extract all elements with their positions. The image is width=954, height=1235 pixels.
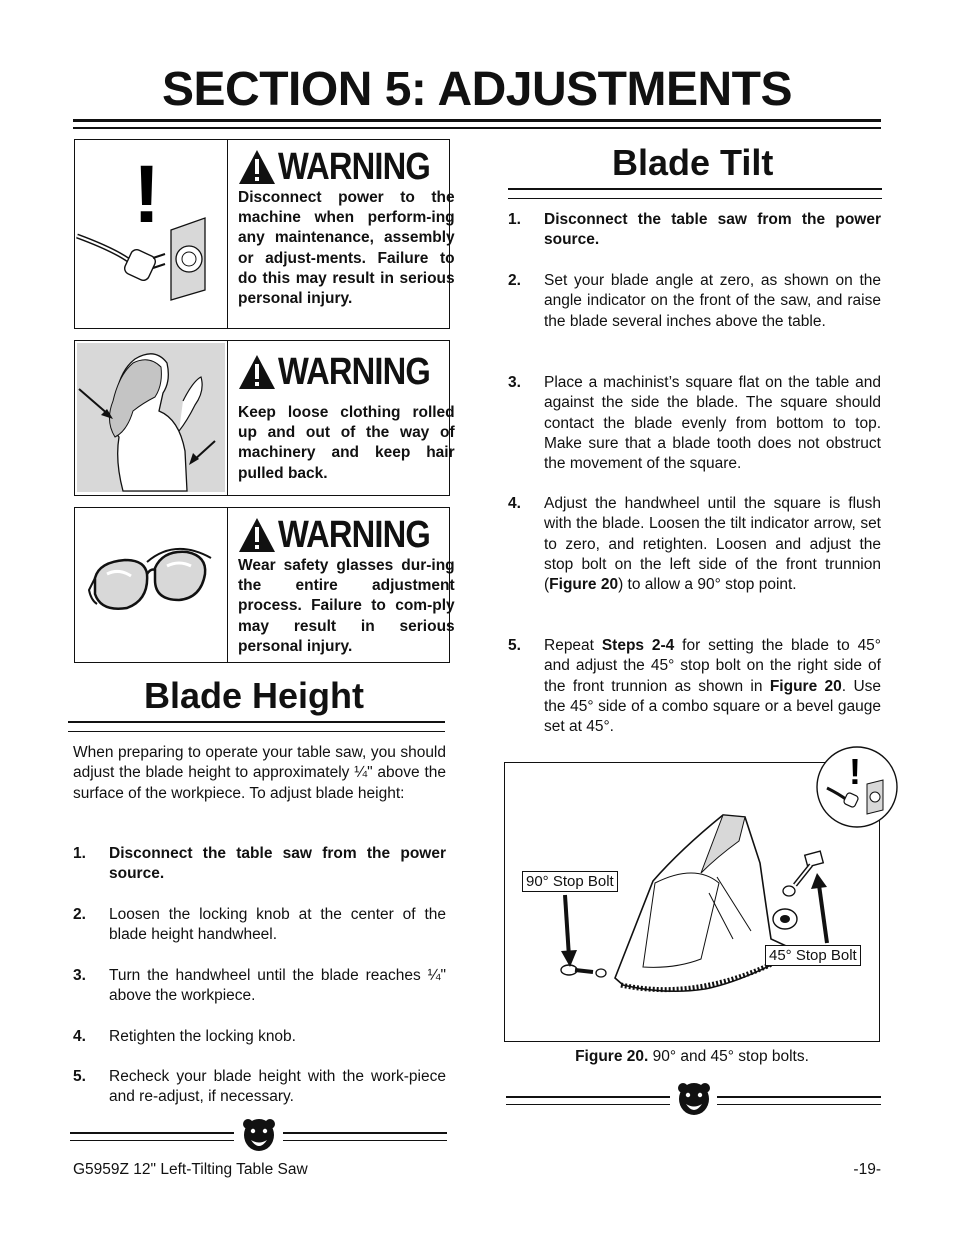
warning-text: Disconnect power to the machine when perform-ing any maintenance, assembly or adjust-ments. Failure to do this may result in serious personal injury. — [238, 189, 455, 308]
step-number: 4. — [73, 1028, 86, 1045]
blade-height-intro: When preparing to operate your table saw, you should adjust the blade height to approximately ¼" above the surface of the workpiece. To adjust blade height: — [73, 744, 446, 802]
list-item — [73, 966, 446, 1007]
title-rule-top — [73, 119, 881, 122]
list-item — [508, 210, 881, 251]
left-divider-rule — [283, 1132, 447, 1134]
step-text: Loosen the locking knob at the center of the blade height handwheel. — [109, 906, 446, 944]
figure-reference: Figure 20 — [549, 576, 619, 594]
blade-tilt-heading: Blade Tilt — [612, 142, 774, 183]
warning-label: WARNING — [278, 514, 430, 556]
footer-page-number: -19- — [853, 1161, 881, 1178]
step-text — [544, 494, 881, 595]
caption-text: 90° and 45° stop bolts. — [648, 1048, 809, 1065]
bear-logo-icon — [676, 1082, 712, 1118]
warning-triangle-icon — [238, 517, 276, 553]
figure-reference: Figure 20 — [769, 677, 842, 695]
step-number: 3. — [508, 374, 521, 391]
step-text: Disconnect the table saw from the power source. — [109, 845, 446, 883]
svg-text:!: ! — [849, 751, 861, 792]
right-divider-rule — [506, 1096, 670, 1098]
left-divider-rule — [70, 1140, 234, 1141]
left-divider-rule — [70, 1132, 234, 1134]
list-item — [73, 1027, 446, 1047]
step-text: Place a machinist’s square flat on the table and against the side the blade. The square should contact the blade evenly from bottom to top. Make sure that a blade tooth does not obstruct the movement of the square. — [544, 374, 881, 473]
step-text — [544, 636, 881, 737]
svg-text:!: ! — [133, 149, 161, 240]
caption-label: Figure 20. — [575, 1048, 649, 1065]
step-text-part: Adjust the handwheel until the square is flush with the blade. Loosen the tilt indicator arrow, set to zero, and retighten. Loosen and adjust the stop bolt on the left side of the front trunnion ( — [544, 495, 881, 594]
footer-model: G5959Z 12" Left-Tilting Table Saw — [73, 1161, 308, 1178]
step-text: Disconnect the table saw from the power source. — [544, 211, 881, 249]
step-number: 4. — [508, 495, 521, 512]
warning-text: Wear safety glasses dur-ing the entire adjustment process. Failure to com-ply may result in serious personal injury. — [238, 557, 455, 655]
step-text: Set your blade angle at zero, as shown on the angle indicator on the front of the saw, and raise the blade several inches above the table. — [544, 272, 881, 330]
right-divider-rule — [717, 1096, 881, 1098]
blade-height-heading: Blade Height — [144, 675, 365, 716]
warning-label: WARNING — [278, 351, 430, 393]
list-item — [73, 905, 446, 946]
blade-height-rule-top — [68, 721, 445, 723]
blade-height-rule-bottom — [68, 731, 445, 732]
step-number: 2. — [508, 272, 521, 289]
safety-glasses-illustration — [75, 508, 228, 662]
callout-45-stop-bolt: 45° Stop Bolt — [765, 945, 861, 966]
steps-reference: Steps 2-4 — [601, 637, 675, 654]
list-item — [508, 636, 881, 737]
step-text: Turn the handwheel until the blade reaches ¼" above the workpiece. — [109, 967, 446, 1005]
bear-logo-icon — [241, 1118, 277, 1154]
step-number: 5. — [73, 1068, 86, 1085]
step-text-part: . Use the 45° side of a combo square or a bevel gauge set at 45°. — [544, 677, 882, 736]
left-divider-rule — [283, 1140, 447, 1141]
step-text: Retighten the locking knob. — [109, 1028, 296, 1045]
right-divider-rule — [717, 1104, 881, 1105]
section-title: SECTION 5: ADJUSTMENTS — [162, 63, 792, 116]
list-item — [508, 271, 881, 332]
step-number: 1. — [508, 211, 521, 228]
step-text-part: ) to allow a 90° stop point. — [618, 576, 797, 594]
step-number: 2. — [73, 906, 86, 923]
list-item — [73, 1067, 446, 1108]
plug-outlet-illustration — [75, 140, 228, 328]
warning-label: WARNING — [278, 146, 430, 188]
warning-box-clothing — [74, 340, 455, 496]
warning-box-power — [74, 139, 455, 329]
figure-caption — [504, 1048, 880, 1066]
step-number: 1. — [73, 845, 86, 862]
step-text-part: Repeat — [544, 637, 602, 654]
blade-tilt-rule-bottom — [508, 198, 882, 199]
disconnect-power-badge — [815, 744, 899, 830]
warning-text: Keep loose clothing rolled up and out of the way of machinery and keep hair pulled back. — [238, 404, 455, 482]
right-divider-rule — [506, 1104, 670, 1105]
warning-triangle-icon — [238, 354, 276, 390]
step-number: 5. — [508, 637, 521, 654]
list-item — [508, 494, 881, 595]
step-text-part: for setting the blade to 45° and adjust the 45° stop bolt on the right side of the front trunnion as shown in — [544, 637, 882, 695]
list-item — [73, 844, 446, 885]
step-number: 3. — [73, 967, 86, 984]
step-text: Recheck your blade height with the work-piece and re-adjust, if necessary. — [109, 1068, 446, 1106]
long-hair-person-illustration — [75, 341, 228, 495]
warning-triangle-icon — [238, 149, 276, 185]
title-rule-bottom — [73, 127, 881, 129]
warning-box-glasses — [74, 507, 455, 663]
list-item — [508, 373, 881, 474]
blade-tilt-rule-top — [508, 188, 882, 190]
callout-90-stop-bolt: 90° Stop Bolt — [522, 871, 618, 892]
